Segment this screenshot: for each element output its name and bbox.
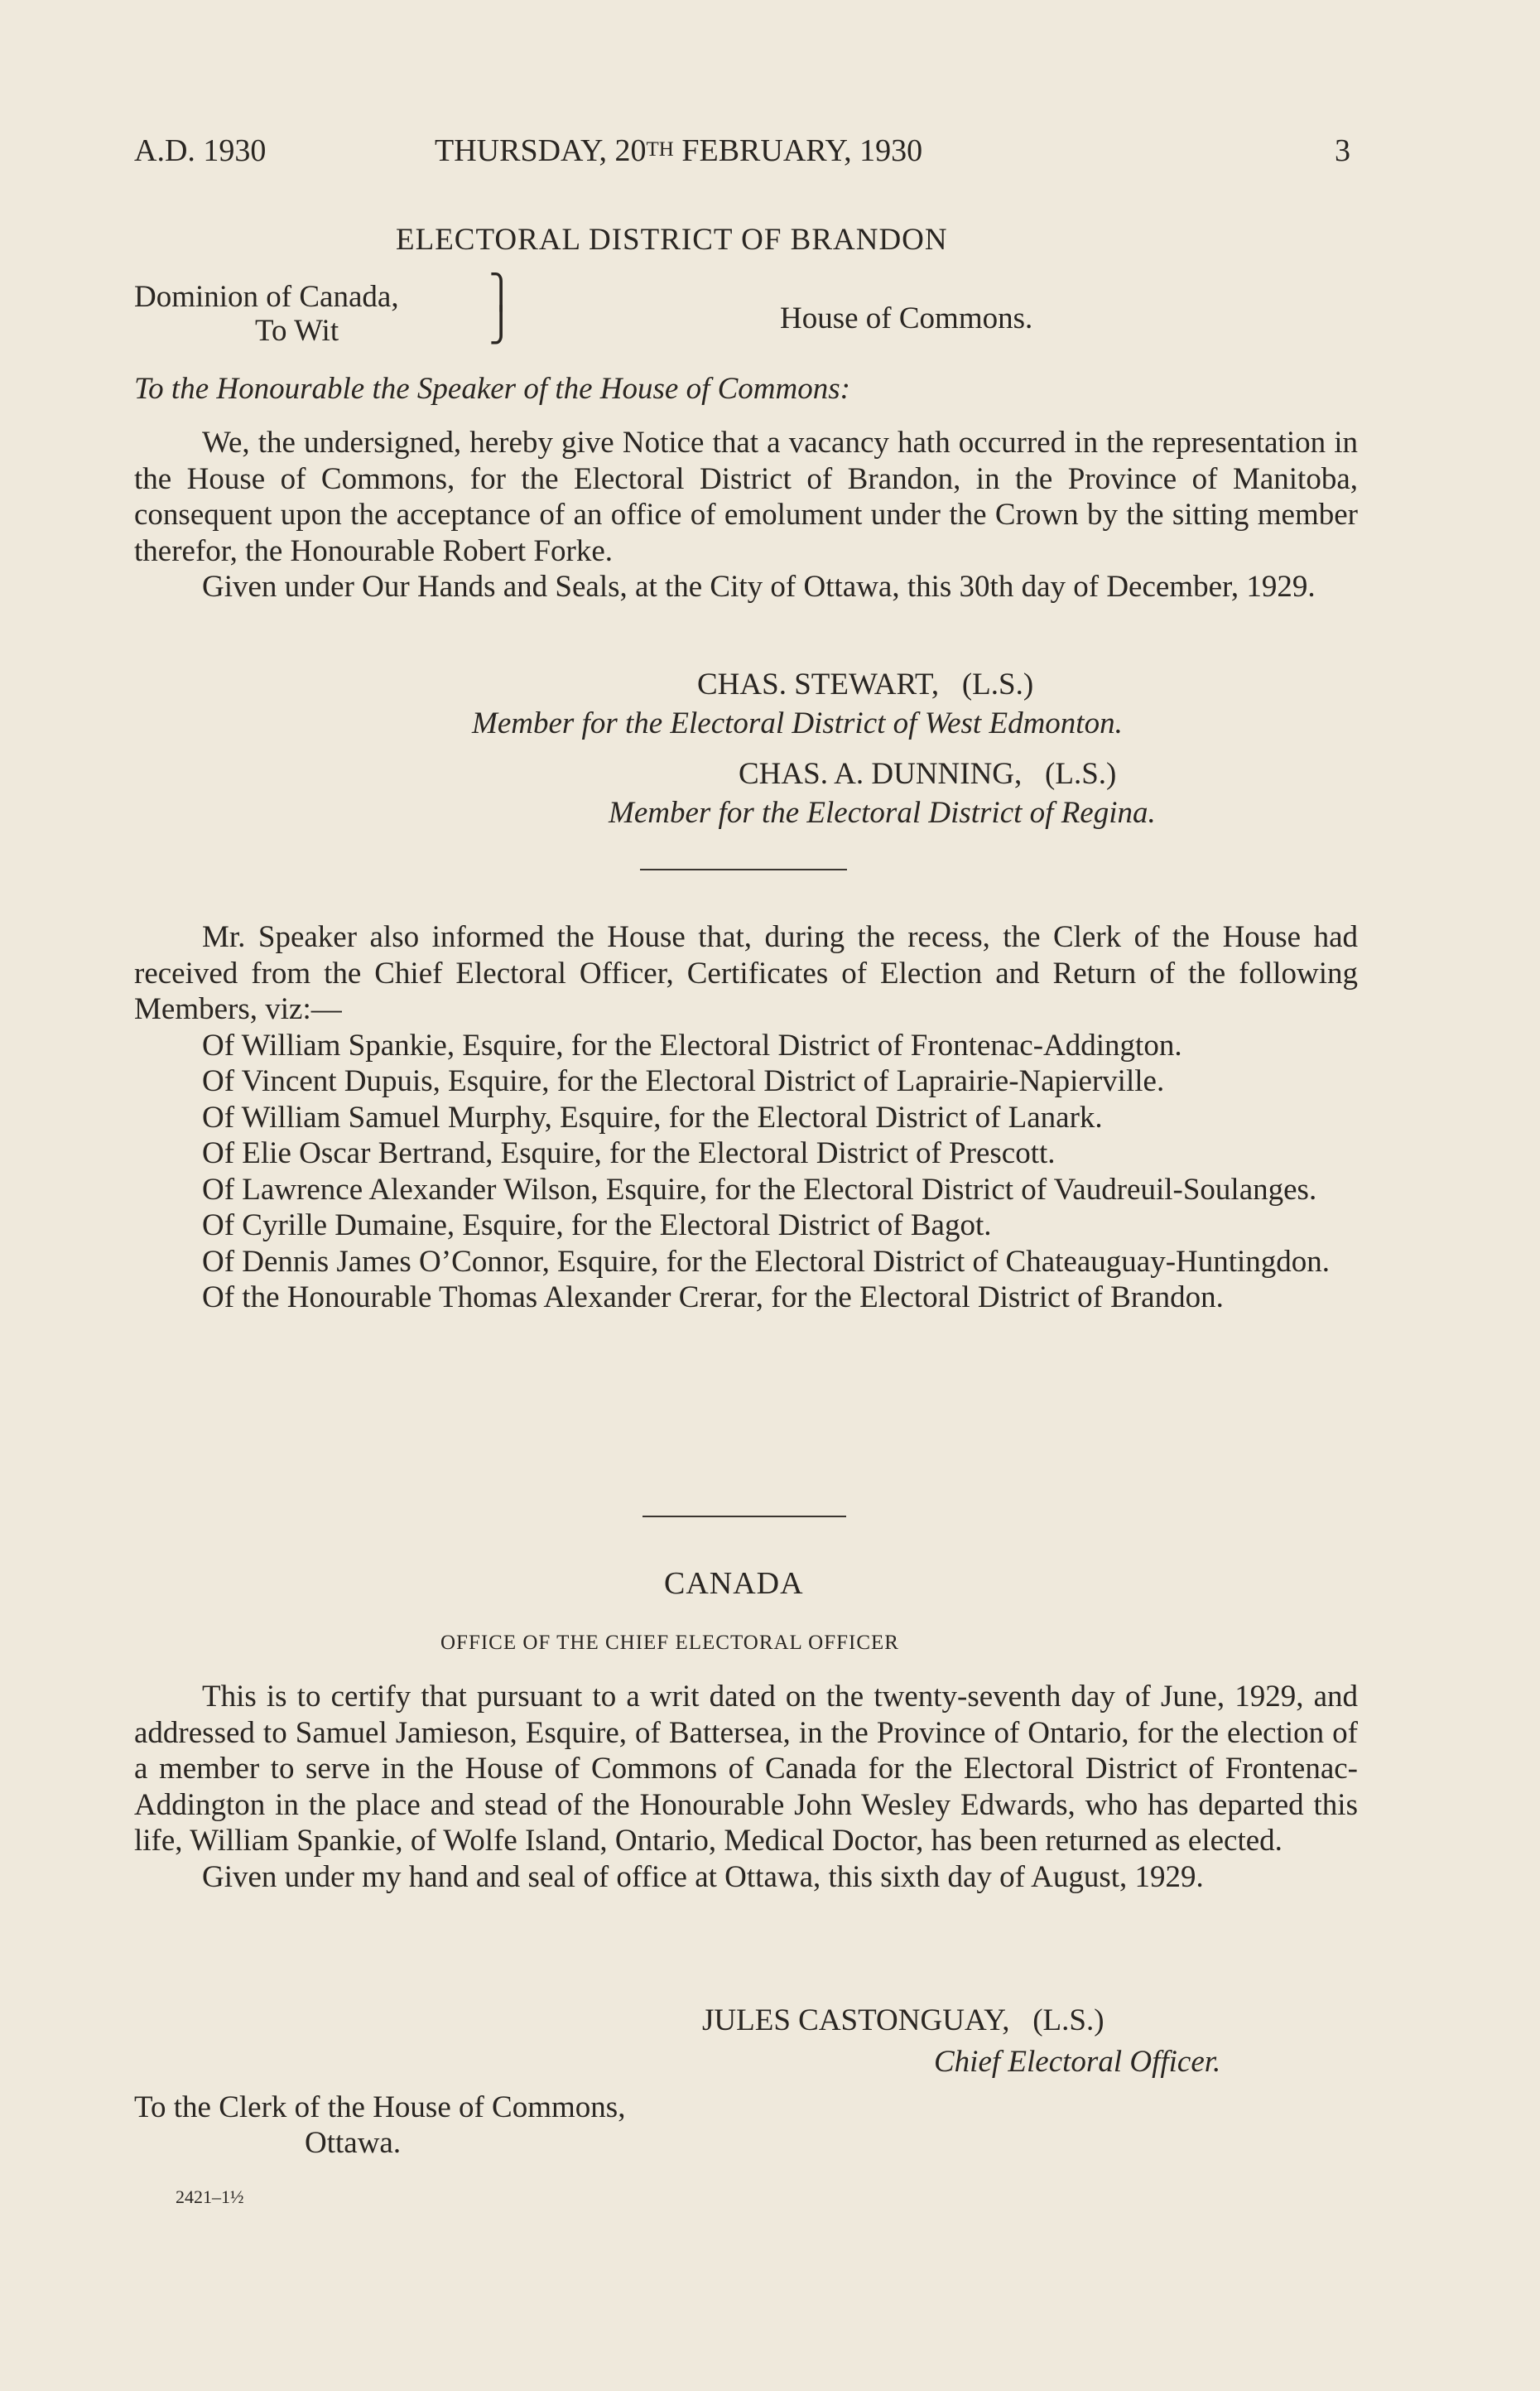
members-section <box>134 919 1358 1316</box>
certificate-signature-name: JULES CASTONGUAY, (L.S.) <box>702 2003 1104 2037</box>
notice-address: To the Honourable the Speaker of the House of Commons: <box>134 372 850 406</box>
header-date <box>435 133 922 169</box>
notice-paragraph-1: We, the undersigned, hereby give Notice that a vacancy hath occurred in the representation in the House of Commons, for the Electoral District of Brandon, in the Province of Manitoba, consequent upon the acceptance of an office of emolument under the Crown by the sitting member therefor, the Honourable Robert Forke. <box>134 426 1358 568</box>
member-item: Of Cyrille Dumaine, Esquire, for the Electoral District of Bagot. <box>202 1208 992 1242</box>
printer-signature-mark: 2421–1½ <box>176 2186 244 2207</box>
notice-body <box>134 425 1358 605</box>
brace-mark: ⎫ ⎭ <box>488 273 513 344</box>
header-date-prefix: THURSDAY, 20 <box>435 133 647 168</box>
divider-2 <box>642 1516 846 1517</box>
signature-2-title: Member for the Electoral District of Regina. <box>609 796 1156 830</box>
member-item: Of the Honourable Thomas Alexander Crerar, for the Electoral District of Brandon. <box>202 1280 1224 1314</box>
page-number: 3 <box>1335 133 1350 168</box>
signature-2-name: CHAS. A. DUNNING, (L.S.) <box>739 757 1117 791</box>
addressee-line-1: To the Clerk of the House of Commons, <box>134 2090 626 2124</box>
signature-1-title: Member for the Electoral District of West Edmonton. <box>472 706 1123 740</box>
notice-heading: ELECTORAL DISTRICT OF BRANDON <box>396 223 948 257</box>
house-of-commons: House of Commons. <box>780 301 1033 335</box>
dominion-line-1: Dominion of Canada, <box>134 280 399 314</box>
members-intro: Mr. Speaker also informed the House that, during the recess, the Clerk of the House had received from the Chief Electoral Officer, Certificates of Election and Return of the following Members, viz:— <box>134 920 1358 1026</box>
certificate-heading: CANADA <box>664 1566 804 1601</box>
member-item: Of Lawrence Alexander Wilson, Esquire, for the Electoral District of Vaudreuil-Soulanges. <box>202 1172 1317 1207</box>
member-item: Of Dennis James O’Connor, Esquire, for the Electoral District of Chateauguay-Huntingdon. <box>202 1244 1331 1279</box>
header-left: A.D. 1930 <box>134 133 267 168</box>
header-date-suffix: FEBRUARY, 1930 <box>673 133 923 168</box>
certificate-paragraph-1: This is to certify that pursuant to a writ dated on the twenty-seventh day of June, 1929, and addressed to Samuel Jamieson, Esquire, of Battersea, in the Province of Ontario, for the election of a member to serve in the House of Commons of Canada for the Electoral District of Frontenac-Addington in the place and stead of the Honourable John Wesley Edwards, who has departed this life, William Spankie, of Wolfe Island, Ontario, Medical Doctor, has been returned as elected. <box>134 1680 1358 1858</box>
divider-1 <box>640 869 847 870</box>
dominion-line-2: To Wit <box>255 314 339 348</box>
member-item: Of Elie Oscar Bertrand, Esquire, for the Electoral District of Prescott. <box>202 1136 1056 1170</box>
member-item: Of William Samuel Murphy, Esquire, for the Electoral District of Lanark. <box>202 1100 1103 1135</box>
signature-1-name: CHAS. STEWART, (L.S.) <box>697 668 1034 701</box>
member-item: Of Vincent Dupuis, Esquire, for the Electoral District of Laprairie-Napierville. <box>202 1064 1165 1098</box>
member-item: Of William Spankie, Esquire, for the Electoral District of Frontenac-Addington. <box>202 1028 1182 1063</box>
certificate-paragraph-2: Given under my hand and seal of office at Ottawa, this sixth day of August, 1929. <box>202 1859 1204 1894</box>
certificate-signature-title: Chief Electoral Officer. <box>934 2045 1221 2079</box>
header-date-sup: TH <box>646 138 674 161</box>
certificate-body <box>134 1679 1358 1895</box>
notice-paragraph-2: Given under Our Hands and Seals, at the City of Ottawa, this 30th day of December, 1929. <box>202 570 1316 604</box>
addressee-line-2: Ottawa. <box>305 2126 402 2160</box>
certificate-subheading: OFFICE OF THE CHIEF ELECTORAL OFFICER <box>440 1632 899 1654</box>
